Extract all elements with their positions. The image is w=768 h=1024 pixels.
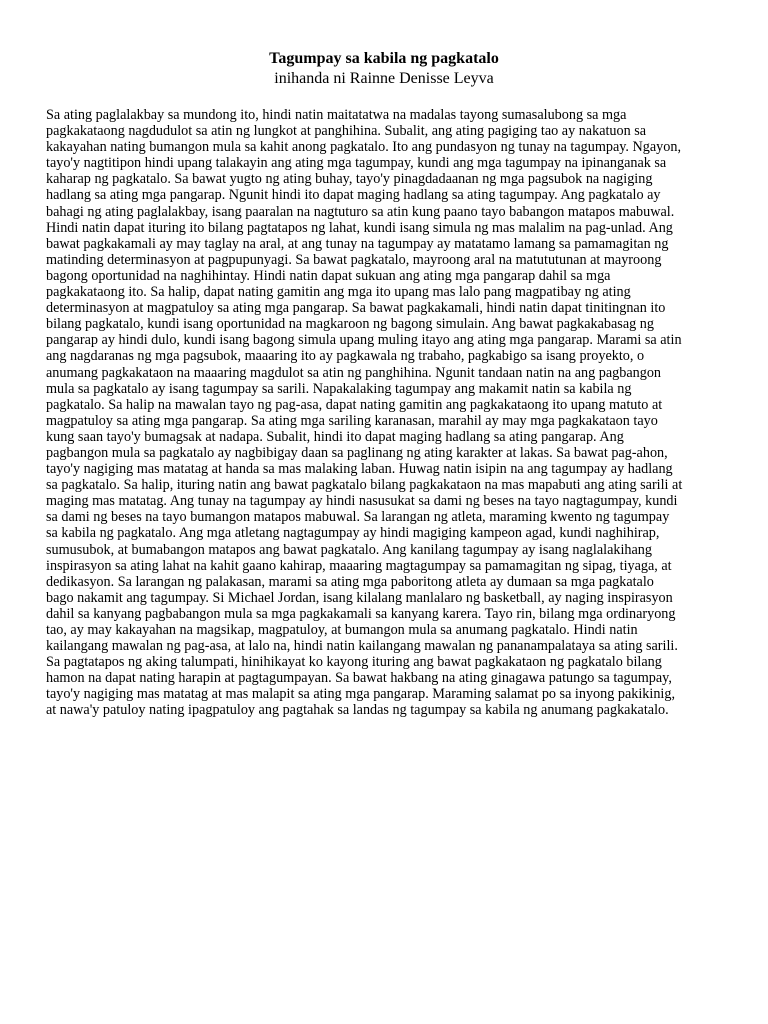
body-text-line: pangarap ay hindi dulo, kundi isang bagong simula upang muling itayo ang ating mga pangarap. Marami sa atin — [46, 332, 682, 349]
body-text-line: sa dami ng beses na tayo bumangon matapos mabuwal. Sa larangan ng atleta, maraming kwento ng tagumpay — [46, 509, 670, 526]
body-text-line: pagkakataong ito. Sa halip, dapat nating gamitin ang mga ito upang mas lalo pang magpatibay ng ating — [46, 284, 631, 301]
body-text-line: bago nakamit ang tagumpay. Si Michael Jordan, isang kilalang manlalaro ng basketball, ay naging inspirasyon — [46, 589, 673, 606]
body-text-line: magpatuloy sa ating mga pangarap. Sa ating mga sariling karanasan, marahil ay may mga pagkakataon tayo — [46, 412, 658, 429]
document-body — [46, 107, 746, 719]
body-text-line: pagkatalo. Sa halip na mawalan tayo ng pag-asa, dapat nating gamitin ang pagkakataong ito upang matuto at — [46, 396, 663, 413]
body-text-line: ang nagdaranas ng mga pagsubok, maaaring ito ay pagkawala ng trabaho, pagkabigo sa isang proyekto, o — [46, 348, 645, 365]
body-text-line: sa pagkatalo. Sa halip, ituring natin ang bawat pagkatalo bilang pagkakataon na mas mapabuti ang ating sarili at — [46, 477, 683, 494]
body-text-line: inspirasyon sa ating lahat na kahit gaano kahirap, maaaring magtagumpay sa pamamagitan ng sipag, tiyaga, at — [46, 557, 672, 574]
body-text-line: kailangang mawalan ng pag-asa, at lalo na, hindi natin kailangang mawalan ng pananampalataya sa ating sarili. — [46, 638, 678, 655]
body-text-line: hadlang sa ating mga pangarap. Ngunit hindi ito dapat maging hadlang sa ating tagumpay. Ang pagkatalo ay — [46, 187, 661, 204]
body-text-line: bagong oportunidad na naghihintay. Hindi natin dapat sukuan ang ating mga pangarap dahil sa mga — [46, 267, 611, 284]
body-text-line: maging mas matatag. Ang tunay na tagumpay ay hindi nasusukat sa dami ng beses na tayo nagtagumpay, kundi — [46, 493, 678, 510]
body-text-line: at nawa'y patuloy nating ipagpatuloy ang pagtahak sa landas ng tagumpay sa kabila ng anumang pagkakatalo. — [46, 702, 669, 719]
body-text-line: bawat pagkakamali ay may taglay na aral, at ang tunay na tagumpay ay matatamo lamang sa pamamagitan ng — [46, 235, 669, 252]
body-text-line: pagkakataong nagdudulot sa atin ng lungkot at panghihina. Subalit, ang ating pagiging tao ay nakatuon sa — [46, 123, 647, 140]
body-text-line: tayo'y nagiging mas matatag at mas malapit sa ating mga pangarap. Maraming salamat po sa inyong pakikinig, — [46, 686, 676, 703]
body-text-line: tayo'y nagiging mas matatag at handa sa mas malaking laban. Huwag natin isipin na ang tagumpay ay hadlang — [46, 461, 673, 478]
body-text-line: Sa pagtatapos ng aking talumpati, hinihikayat ko kayong ituring ang bawat pagkakataon ng pagkatalo bilang — [46, 654, 662, 671]
body-text-line: bilang pagkatalo, kundi isang oportunidad na magkaroon ng bagong simulain. Ang bawat pagkakabasag ng — [46, 316, 654, 333]
body-text-line: tayo'y nagtitipon hindi upang talakayin ang ating mga tagumpay, kundi ang mga tagumpay na ipinanganak sa — [46, 155, 667, 172]
body-text-line: anumang pagkakataon na maaaring magdulot sa atin ng panghihina. Ngunit tandaan natin na ang pagbangon — [46, 364, 662, 381]
body-text-line: kaharap ng pagkatalo. Sa bawat yugto ng ating buhay, tayo'y pinagdadaanan ng mga pagsubok na nagiging — [46, 171, 653, 188]
body-text-line: Hindi natin dapat ituring ito bilang pagtatapos ng lahat, kundi isang simula ng mas malalim na pag-unlad. Ang — [46, 219, 673, 236]
body-text-line: bahagi ng ating paglalakbay, isang paaralan na nagtuturo sa atin kung paano tayo babangon matapos mabuwal. — [46, 203, 675, 220]
document-author-line: inihanda ni Rainne Denisse Leyva — [274, 70, 494, 87]
body-text-line: kakayahan nating bumangon mula sa kahit anong pagkatalo. Ito ang pundasyon ng tunay na tagumpay. Ngayon, — [46, 139, 681, 156]
document-title: Tagumpay sa kabila ng pagkatalo — [269, 50, 499, 67]
body-text-line: sa kabila ng pagkatalo. Ang mga atletang nagtagumpay ay hindi magiging kampeon agad, kundi naghihirap, — [46, 525, 660, 542]
body-text-line: determinasyon at magpatuloy sa ating mga pangarap. Sa bawat pagkakamali, hindi natin dapat tinitingnan ito — [46, 300, 666, 317]
body-text-line: kung saan tayo'y bumagsak at nadapa. Subalit, hindi ito dapat maging hadlang sa ating pangarap. Ang — [46, 428, 624, 445]
body-text-line: dedikasyon. Sa larangan ng palakasan, marami sa ating mga paboritong atleta ay dumaan sa mga pagkatalo — [46, 573, 654, 590]
body-text-line: dahil sa kanyang pagbabangon mula sa mga pagkakamali sa kanyang karera. Tayo rin, bilang mga ordinaryong — [46, 605, 676, 622]
body-text-line: tao, ay may kakayahan na magsikap, magpatuloy, at bumangon mula sa anumang pagkatalo. Hindi natin — [46, 622, 638, 638]
body-text-line: pagbangon mula sa pagkatalo ay nagbibigay daan sa paglinang ng ating karakter at lakas. Sa bawat pag-ahon, — [46, 444, 668, 461]
body-text-line: matinding determinasyon at pagpupunyagi. Sa bawat pagkatalo, mayroong aral na matututunan at mayroong — [46, 251, 662, 268]
body-text-line: Sa ating paglalakbay sa mundong ito, hindi natin maitatatwa na madalas tayong sumasalubong sa mga — [46, 107, 627, 123]
body-text-line: sumusubok, at bumabangon matapos ang bawat pagkatalo. Ang kanilang tagumpay ay isang naglalakihang — [46, 541, 652, 558]
body-text-line: mula sa pagkatalo ay isang tagumpay sa sarili. Napakalaking tagumpay ang makamit natin sa kabila ng — [46, 380, 632, 397]
body-text-line: hamon na dapat nating harapin at pagtagumpayan. Sa bawat hakbang na ating ginagawa patungo sa tagumpay, — [46, 670, 672, 687]
